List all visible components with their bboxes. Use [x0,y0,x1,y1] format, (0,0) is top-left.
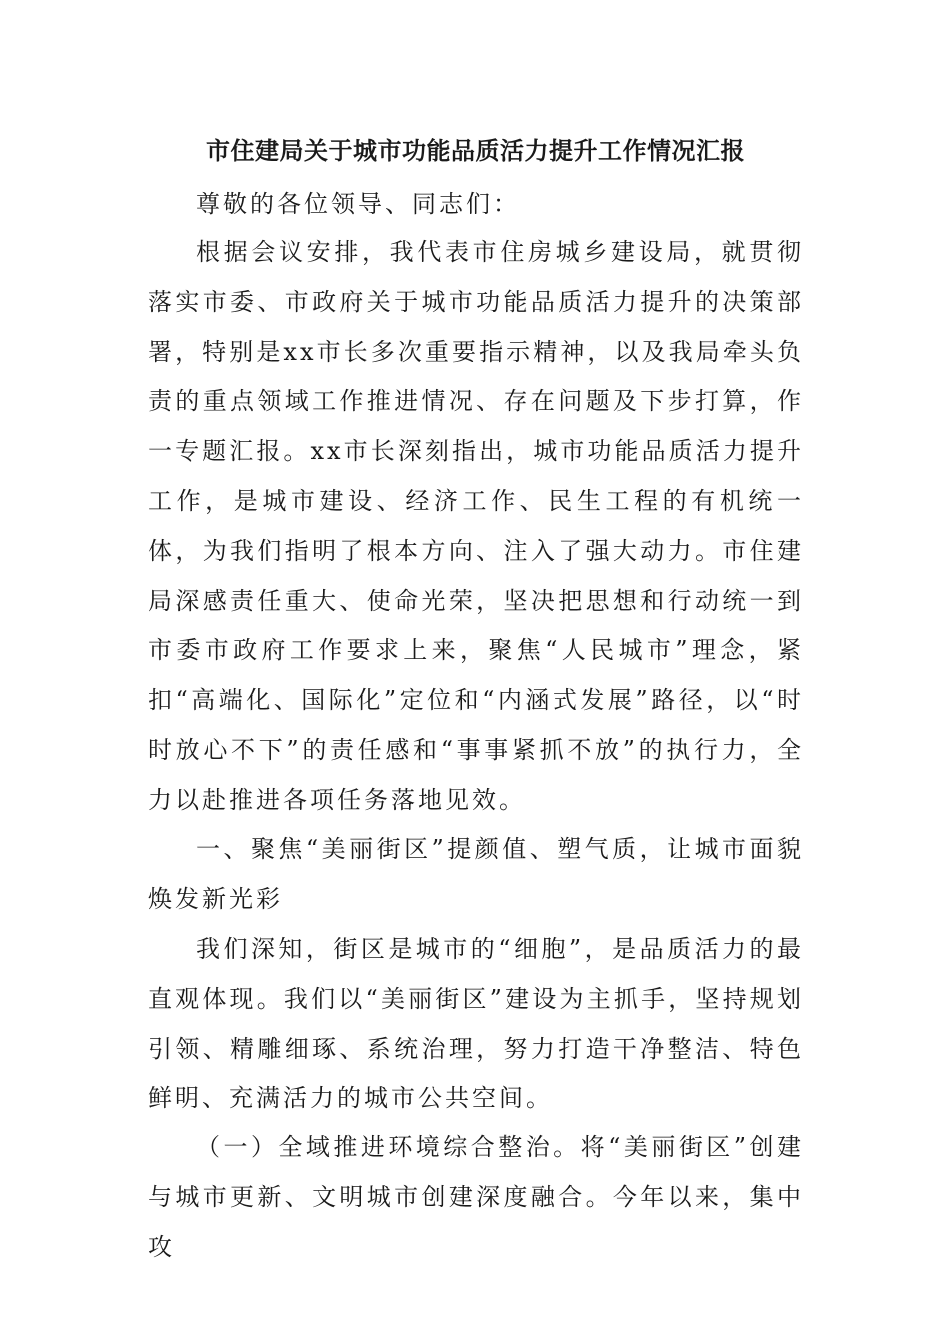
document-title: 市住建局关于城市功能品质活力提升工作情况汇报 [206,136,745,165]
intro-paragraph: 根据会议安排，我代表市住房城乡建设局，就贯彻落实市委、市政府关于城市功能品质活力提升的决策部署，特别是xx市长多次重要指示精神，以及我局牵头负责的重点领域工作推进情况、存在问题及下步打算，作一专题汇报。xx市长深刻指出，城市功能品质活力提升工作，是城市建设、经济工作、民生工程的有机统一体，为我们指明了根本方向、注入了强大动力。市住建局深感责任重大、使命光荣，坚决把思想和行动统一到市委市政府工作要求上来，聚焦“人民城市”理念，紧扣“高端化、国际化”定位和“内涵式发展”路径，以“时时放心不下”的责任感和“事事紧抓不放”的执行力，全力以赴推进各项任务落地见效。 [148,238,804,814]
section-heading: 一、聚焦“美丽街区”提颜值、塑气质，让城市面貌焕发新光彩 [148,835,804,913]
subsection-paragraph: （一）全域推进环境综合整治。将“美丽街区”创建与城市更新、文明城市创建深度融合。今年以来，集中攻 [148,1133,804,1261]
greeting-paragraph: 尊敬的各位领导、同志们： [196,190,520,218]
section-body-paragraph: 我们深知，街区是城市的“细胞”，是品质活力的最直观体现。我们以“美丽街区”建设为主抓手，坚持规划引领、精雕细琢、系统治理，努力打造干净整洁、特色鲜明、充满活力的城市公共空间。 [148,935,804,1113]
